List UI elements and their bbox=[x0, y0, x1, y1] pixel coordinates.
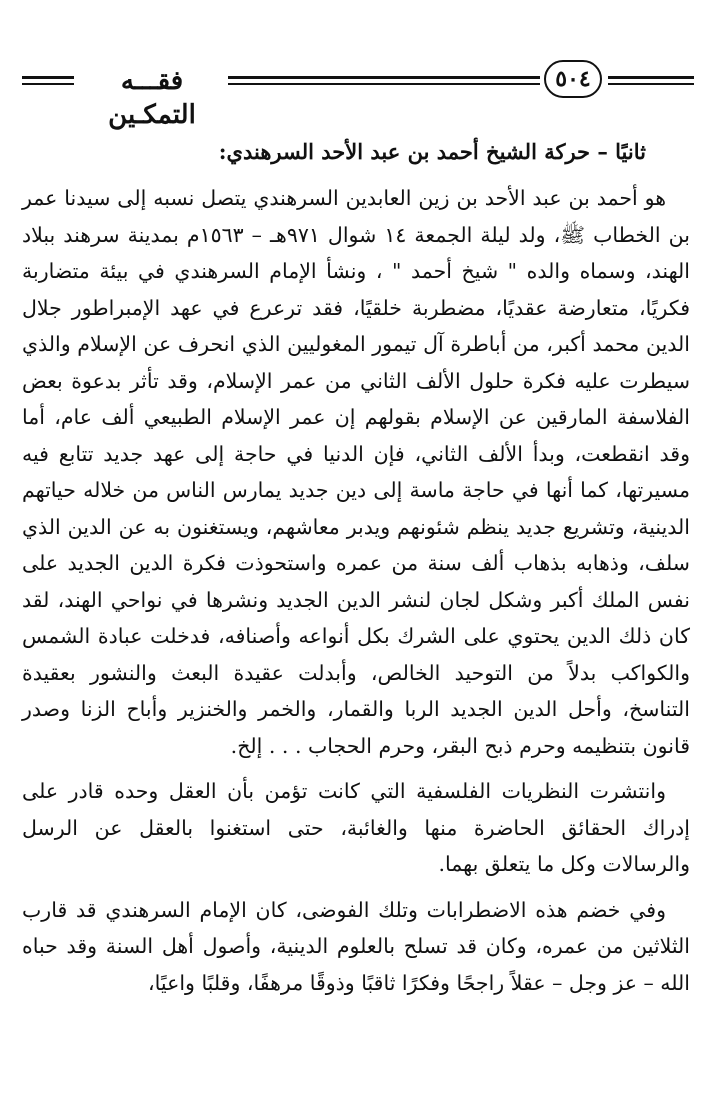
paragraph-3: وفي خضم هذه الاضطرابات وتلك الفوضى، كان الإمام السرهندي قد قارب الثلاثين من عمره، وكان قد تسلح بالعلوم الدينية، وأصول أهل السنة وقد حباه الله – عز وجل – عقلاً راجحًا وفكرًا ثاقبًا وذوقًا مرهفًا، وقلبًا واعيًا، bbox=[22, 897, 690, 995]
page-number: ٥٠٤ bbox=[544, 60, 602, 98]
paragraph-1: هو أحمد بن عبد الأحد بن زين العابدين السرهندي يتصل نسبه إلى سيدنا عمر بن الخطاب ﷺ، ولد ليلة الجمعة ١٤ شوال ٩٧١هـ – ١٥٦٣م بمدينة سرهند ببلاد الهند، وسماه والده " شيخ أحمد " ، ونشأ الإمام السرهندي في بيئة متضاربة فكريًا، متعارضة عقديًا، مضطربة خلقيًا، فقد ترعرع في عهد الإمبراطور جلال الدين محمد أكبر، من أباطرة آل تيمور المغوليين الذي انحرف عن الإسلام والذي سيطرت عليه فكرة حلول الألف الثاني من عمر الإسلام، وقد تأثر بدعوة بعض الفلاسفة المارقين عن الإسلام بقولهم إن عمر الإسلام الطبيعي ألف عام، أما وقد انقطعت، وبدأ الألف الثاني، فإن الدنيا في حاجة إلى عهد جديد تتابع فيه مسيرتها، كما أنها في حاجة ماسة إلى دين جديد يمارس الناس من خلاله حياتهم الدينية، وتشريع جديد ينظم شئونهم ويدبر معاشهم، ويستغنون به عن الدين الذي سلف، وذهابه بذهاب ألف سنة من عمره واستحوذت فكرة الدين الجديد على نفس الملك أكبر وشكل لجان لنشر الدين الجديد ونشرها في نواحي الهند، لقد كان ذلك الدين يحتوي على الشرك بكل أنواعه وأصنافه، فدخلت عبادة الشمس والكواكب بدلاً من التوحيد الخالص، وأبدلت عقيدة البعث والنشور بعقيدة التناسخ، وأحل الدين الجديد الربا والقمار، والخمر والخنزير وأباح الزنا وصدر قانون بتنظيمه وحرم ذبح البقر، وحرم الحجاب . . . إلخ. bbox=[22, 186, 690, 758]
paragraph-2: وانتشرت النظريات الفلسفية التي كانت تؤمن بأن العقل وحده قادر على إدراك الحقائق الحاضرة منها والغائبة، حتى استغنوا بالعقل عن الرسل والرسالات وكل ما يتعلق بهما. bbox=[22, 779, 690, 876]
header-rule-left bbox=[22, 76, 74, 85]
page-header bbox=[22, 58, 694, 130]
book-title: فقـــه التمكـين bbox=[108, 66, 196, 130]
header-rule-middle bbox=[228, 76, 540, 85]
page-body bbox=[22, 134, 690, 1001]
header-rule-right bbox=[608, 76, 694, 85]
section-heading: ثانيًا – حركة الشيخ أحمد بن عبد الأحد السرهندي: bbox=[218, 139, 646, 164]
